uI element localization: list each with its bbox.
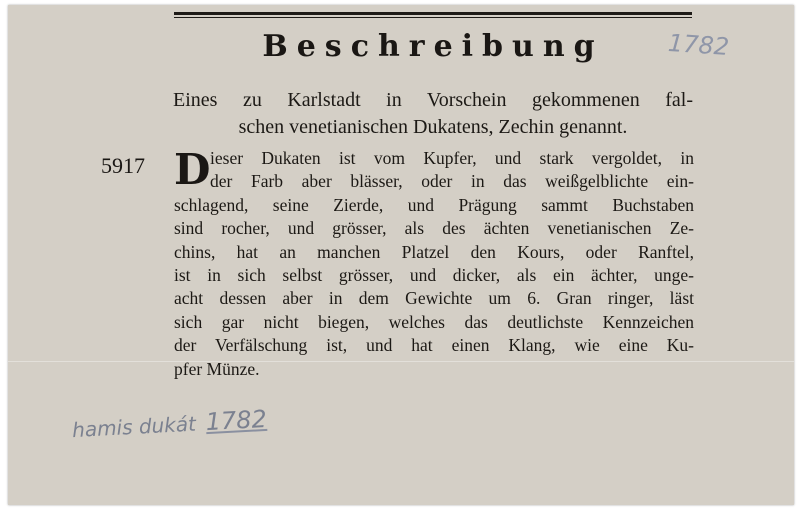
pencil-year-annotation: 1782 bbox=[667, 28, 730, 62]
body-line: ist in sich selbst grösser, und dicker, als ein ächter, unge- bbox=[174, 265, 694, 286]
pencil-note-year: 1782 bbox=[205, 404, 268, 437]
pencil-note-text: hamis dukát bbox=[71, 411, 197, 443]
document-title: Beschreibung bbox=[262, 29, 604, 64]
paper-fold-line bbox=[8, 361, 794, 362]
body-line: chins, hat an manchen Platzel den Kours, oder Ranftel, bbox=[174, 241, 694, 262]
document-subtitle bbox=[173, 87, 693, 141]
subtitle-line: Eines zu Karlstadt in Vorschein gekommenen fal- bbox=[173, 89, 693, 111]
document-sheet bbox=[8, 5, 794, 505]
body-line: der Farb aber blässer, oder in das weißgelblichte ein- bbox=[210, 171, 694, 192]
pencil-note-annotation bbox=[71, 405, 267, 443]
top-double-rule bbox=[174, 12, 692, 15]
body-line: pfer Münze. bbox=[174, 358, 260, 379]
top-thin-rule bbox=[174, 17, 692, 18]
body-line: acht dessen aber in dem Gewichte um 6. Gran ringer, läst bbox=[174, 288, 694, 309]
body-line: ieser Dukaten ist vom Kupfer, und stark vergoldet, in bbox=[210, 148, 694, 168]
body-line: sich gar nicht biegen, welches das deutlichste Kennzeichen bbox=[174, 311, 694, 332]
item-number: 5917 bbox=[101, 153, 145, 178]
subtitle-line: schen venetianischen Dukatens, Zechin genannt. bbox=[238, 116, 628, 138]
body-line: sind rocher, und grösser, als des ächten venetianischen Ze- bbox=[174, 218, 694, 239]
drop-cap-letter: D bbox=[174, 145, 211, 194]
document-body bbox=[174, 147, 694, 381]
body-line: schlagend, seine Zierde, und Prägung sammt Buchstaben bbox=[174, 194, 694, 215]
body-line: der Verfälschung ist, und hat einen Klang, wie eine Ku- bbox=[174, 335, 694, 356]
